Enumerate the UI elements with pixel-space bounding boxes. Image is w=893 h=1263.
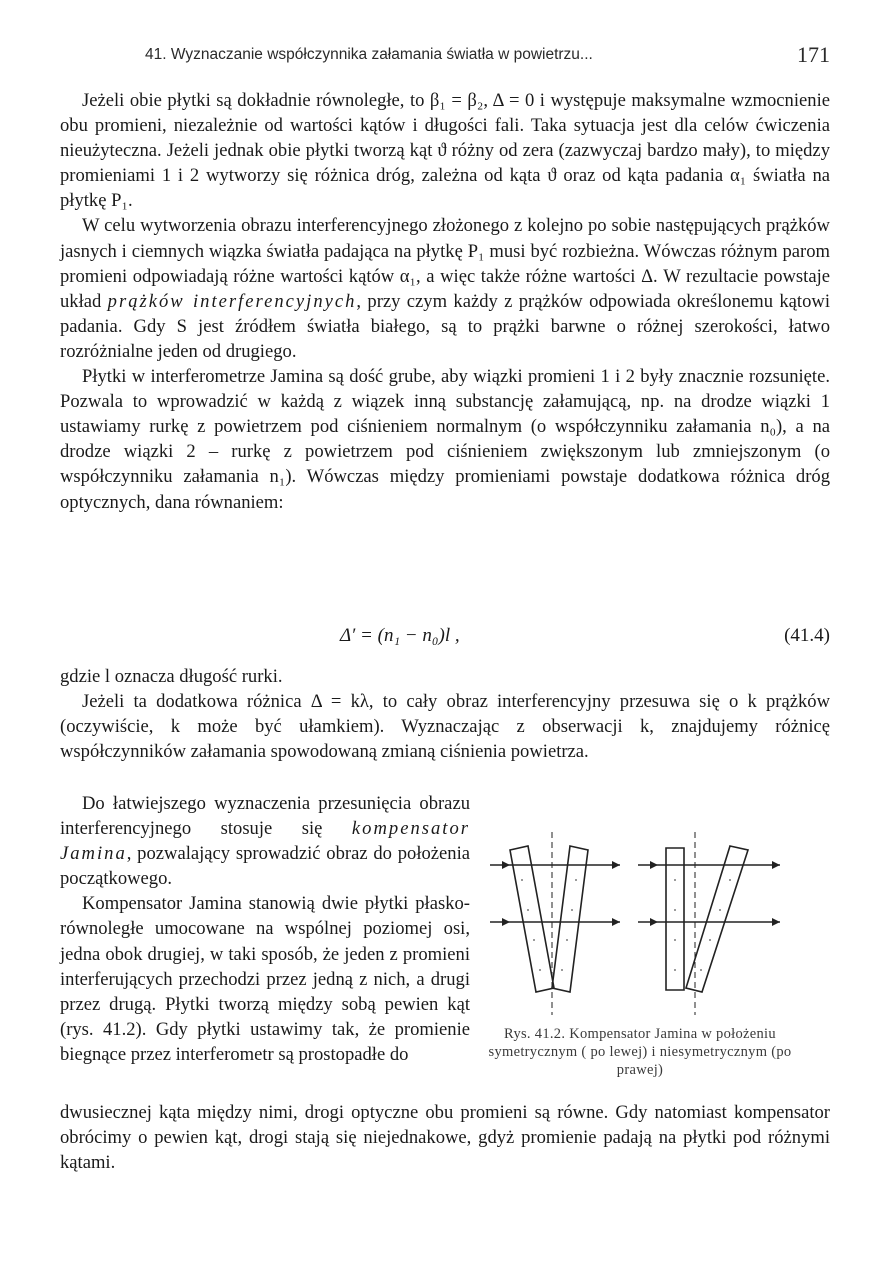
equation-41-4 xyxy=(60,625,830,655)
body-text-lower xyxy=(60,1100,830,1175)
paragraph-1: Jeżeli obie płytki są dokładnie równoległe, to β₁ = β₂, Δ = 0 i występuje maksymalne wzmocnienie obu promieni, niezależnie od wartości kątów i długości fali. Taka sytuacja jest dla celów ćwiczenia nieużyteczna. Jeżeli jednak obie płytki tworzą kąt ϑ różny od zera (zazwyczaj bardzo mały), to między promieniami 1 i 2 wytworzy się różnica dróg, zależna od kąta ϑ oraz od kąta padania α₁ światła na płytkę P₁. xyxy=(60,90,830,212)
paragraph-3: Płytki w interferometrze Jamina są dość grube, aby wiązki promieni 1 i 2 były znacznie rozsunięte. Pozwala to wprowadzić w każdą z wiązek inną substancję załamującą, np. na drodze wiązki 1 ustawiamy rurkę z powietrzem pod ciśnieniem normalnym (o współczynniku załamania n₀), a na drodze wiązki 2 – rurkę z powietrzem pod ciśnieniem zwiększonym lub zmniejszonym (o współczynniku załamania n₁). Wówczas między promieniami powstaje dodatkowa różnica dróg optycznych, dana równaniem: xyxy=(60,366,830,513)
paragraph-6: Do łatwiejszego wyznaczenia przesunięcia obrazu interferencyjnego stosuje się kompensator Jamina, pozwalający sprowadzić obraz do położenia początkowego. xyxy=(60,793,470,890)
left-plate-2 xyxy=(552,846,588,992)
paragraph-7: Kompensator Jamina stanowią dwie płytki płasko-równoległe umocowane na wspólnej poziomej osi, jedna obok drugiej, w taki sposób, że jeden z promieni interferujących przechodzi przez jedną z nich, a drugi przez drugą. Płytki tworzą między sobą pewien kąt (rys. 41.2). Gdy płytki ustawimy tak, że promienie biegnące przez interferometr są prostopadłe do xyxy=(60,893,470,1065)
plate-texture-dots xyxy=(521,879,731,971)
page-number: 171 xyxy=(797,42,830,67)
equation-expression: Δ′ = (n₁ − n₀)l , xyxy=(340,625,460,646)
equation-number: (41.4) xyxy=(784,625,830,646)
arrow-heads xyxy=(502,861,780,926)
paragraph-2: W celu wytworzenia obrazu interferencyjnego złożonego z kolejno po sobie następujących prążków jasnych i ciemnych wiązka światła padająca na płytkę P₁ musi być rozbieżna. Wówczas różnym parom promieni odpowiadają różne wartości kątów α₁, a więc także różne wartości Δ. W rezultacie powstaje układ prążków interferencyjnych, przy czym każdy z prążków odpowiada określonemu kątowi padania. Gdy S jest źródłem światła białego, są to prążki barwne o różnej szerokości, łatwo rozróżnialne jeden od drugiego. xyxy=(60,215,830,362)
running-header xyxy=(60,40,830,68)
right-plate-1 xyxy=(666,848,684,990)
paragraph-8: dwusiecznej kąta między nimi, drogi optyczne obu promieni są równe. Gdy natomiast kompensator obrócimy o pewien kąt, drogi stają się niejednakowe, gdyż promienie padają na płytki pod różnymi kątami. xyxy=(60,1102,830,1174)
chapter-title: 41. Wyznaczanie współczynnika załamania światła w powietrzu... xyxy=(145,46,593,63)
jamin-compensator-figure xyxy=(490,830,790,1020)
body-text-middle xyxy=(60,664,830,764)
body-text-wrapped xyxy=(60,791,470,1067)
paragraph-5: Jeżeli ta dodatkowa różnica Δ = kλ, to cały obraz interferencyjny przesuwa się o k prążków (oczywiście, k może być ułamkiem). Wyznaczając z obserwacji k, znajdujemy różnicę współczynników załamania spowodowaną zmianą ciśnienia powietrza. xyxy=(60,691,830,763)
figure-caption: Rys. 41.2. Kompensator Jamina w położeniu symetrycznym ( po lewej) i niesymetrycznym (po prawej) xyxy=(488,1026,792,1078)
left-plate-1 xyxy=(510,846,554,992)
paragraph-4: gdzie l oznacza długość rurki. xyxy=(60,666,283,687)
spaced-term: prążków interferencyjnych xyxy=(107,290,357,312)
spaced-term: kompensator Jamina xyxy=(60,818,470,865)
body-text-upper xyxy=(60,88,830,515)
